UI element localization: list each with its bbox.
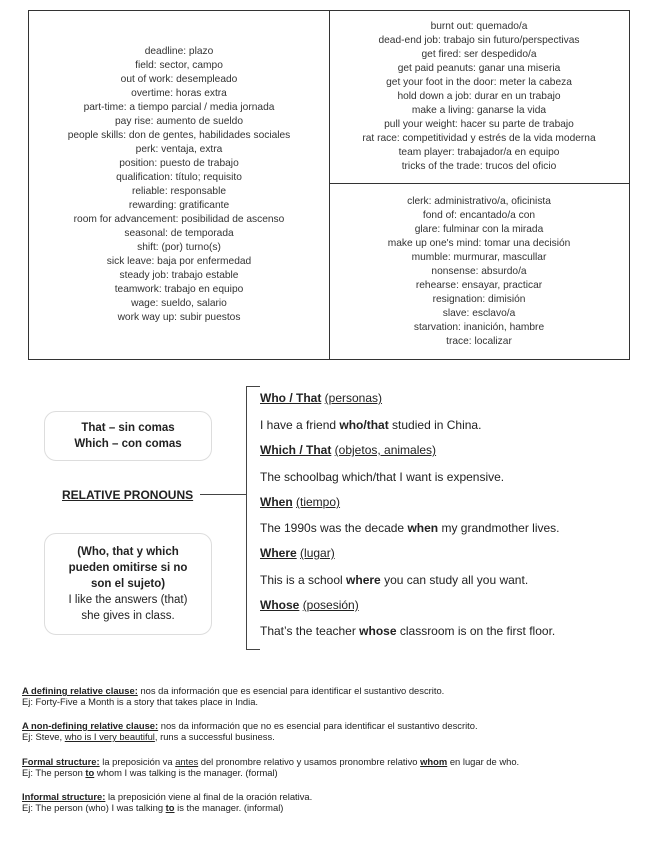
vocab-column-left <box>29 45 329 325</box>
pronoun-heading: When (tiempo) <box>260 495 341 509</box>
vocab-entry: hold down a job: durar en un trabajo <box>397 91 561 102</box>
note-defining: A defining relative clause: nos da información que es esencial para identificar el sustantivo descrito. <box>22 685 445 696</box>
vocab-entry: nonsense: absurdo/a <box>431 266 527 277</box>
vocab-entry: reliable: responsable <box>131 186 226 197</box>
note-informal: Informal structure: la preposición viene al final de la oración relativa. <box>22 791 313 802</box>
commas-bubble <box>44 411 212 461</box>
vocab-entry: wage: sueldo, salario <box>131 298 227 309</box>
note-formal-example: Ej: The person to whom I was talking is the manager. (formal) <box>22 767 278 778</box>
pronoun-heading: Where (lugar) <box>260 546 335 560</box>
vocab-entry: field: sector, campo <box>135 60 223 71</box>
vocab-entry: make up one's mind: tomar una decisión <box>387 238 571 249</box>
vocab-entry: pull your weight: hacer su parte de trabajo <box>384 119 574 130</box>
vocab-entry: starvation: inanición, hambre <box>413 322 545 333</box>
relative-pronouns-title: RELATIVE PRONOUNS <box>62 488 194 502</box>
vocab-entry: rehearse: ensayar, practicar <box>415 280 543 291</box>
vocab-entry: room for advancement: posibilidad de ascenso <box>73 214 285 225</box>
commas-line: That – sin comas <box>81 422 175 434</box>
vocab-entry: sick leave: baja por enfermedad <box>106 256 252 267</box>
vocab-entry: teamwork: trabajo en equipo <box>114 284 244 295</box>
note-non-defining: A non-defining relative clause: nos da información que no es esencial para identificar el sustantivo descrito. <box>22 720 478 731</box>
vocab-entry: resignation: dimisión <box>432 294 526 305</box>
vocab-entry: get paid peanuts: ganar una miseria <box>397 63 561 74</box>
vocab-entry: tricks of the trade: trucos del oficio <box>401 161 557 172</box>
vocab-entry: glare: fulminar con la mirada <box>414 224 544 235</box>
pronoun-example: That’s the teacher whose classroom is on the first floor. <box>260 624 556 638</box>
omission-example: I like the answers (that) <box>68 594 188 606</box>
vocab-entry: perk: ventaja, extra <box>135 144 223 155</box>
vocab-entry: shift: (por) turno(s) <box>137 242 221 253</box>
vocab-entry: position: puesto de trabajo <box>119 158 239 169</box>
omission-rule: (Who, that y which <box>77 546 179 558</box>
vocab-entry: clerk: administrativo/a, oficinista <box>407 196 551 207</box>
note-defining-example: Ej: Forty-Five a Month is a story that takes place in India. <box>22 696 259 707</box>
vocab-entry: work way up: subir puestos <box>117 312 241 323</box>
vocab-entry: mumble: murmurar, mascullar <box>411 252 547 263</box>
vocabulary-table <box>28 10 630 360</box>
vocab-entry: rat race: competitividad y estrés de la vida moderna <box>362 133 596 144</box>
note-non-defining-example: Ej: Steve, who is I very beautiful, runs a successful business. <box>22 731 275 742</box>
vocab-entry: team player: trabajador/a en equipo <box>398 147 560 158</box>
vocab-entry: pay rise: aumento de sueldo <box>115 116 243 127</box>
vocab-entry: steady job: trabajo estable <box>119 270 239 281</box>
pronoun-example: I have a friend who/that studied in China. <box>260 418 482 432</box>
vocab-entry: overtime: horas extra <box>131 88 227 99</box>
vocab-entry: get your foot in the door: meter la cabeza <box>386 77 572 88</box>
pronoun-example: The 1990s was the decade when my grandmother lives. <box>260 521 560 535</box>
vocab-entry: seasonal: de temporada <box>124 228 234 239</box>
note-formal: Formal structure: la preposición va antes del pronombre relativo y usamos pronombre relativo whom en lugar de who. <box>22 756 520 767</box>
vocab-entry: people skills: don de gentes, habilidades sociales <box>67 130 291 141</box>
vocab-entry: part-time: a tiempo parcial / media jornada <box>83 102 275 113</box>
pronoun-example: This is a school where you can study all you want. <box>260 573 529 587</box>
omission-rule: pueden omitirse si no <box>68 562 188 574</box>
vocab-entry: rewarding: gratificante <box>128 200 230 211</box>
vocab-column-right-top <box>329 20 629 174</box>
note-informal-example: Ej: The person (who) I was talking to is the manager. (informal) <box>22 802 284 813</box>
vocab-entry: deadline: plazo <box>144 46 214 57</box>
connector-line <box>200 494 246 495</box>
table-divider-horizontal <box>329 183 629 184</box>
vocab-entry: qualification: título; requisito <box>116 172 242 183</box>
vocab-entry: get fired: ser despedido/a <box>421 49 537 60</box>
omission-example: she gives in class. <box>81 610 175 622</box>
pronoun-heading: Whose (posesión) <box>260 598 359 612</box>
vocab-entry: fond of: encantado/a con <box>422 210 536 221</box>
vocab-entry: dead-end job: trabajo sin futuro/perspectivas <box>378 35 580 46</box>
vocab-entry: slave: esclavo/a <box>442 308 516 319</box>
pronoun-heading: Who / That (personas) <box>260 391 383 405</box>
omission-rule: son el sujeto) <box>90 578 166 590</box>
omission-bubble <box>44 533 212 635</box>
vocab-entry: out of work: desempleado <box>120 74 238 85</box>
bracket <box>246 386 260 650</box>
vocab-column-right-bottom <box>329 195 629 349</box>
vocab-entry: burnt out: quemado/a <box>430 21 528 32</box>
vocab-entry: trace: localizar <box>446 336 512 347</box>
pronoun-example: The schoolbag which/that I want is expensive. <box>260 470 505 484</box>
pronoun-heading: Which / That (objetos, animales) <box>260 443 437 457</box>
vocab-entry: make a living: ganarse la vida <box>411 105 547 116</box>
commas-line: Which – con comas <box>74 438 182 450</box>
